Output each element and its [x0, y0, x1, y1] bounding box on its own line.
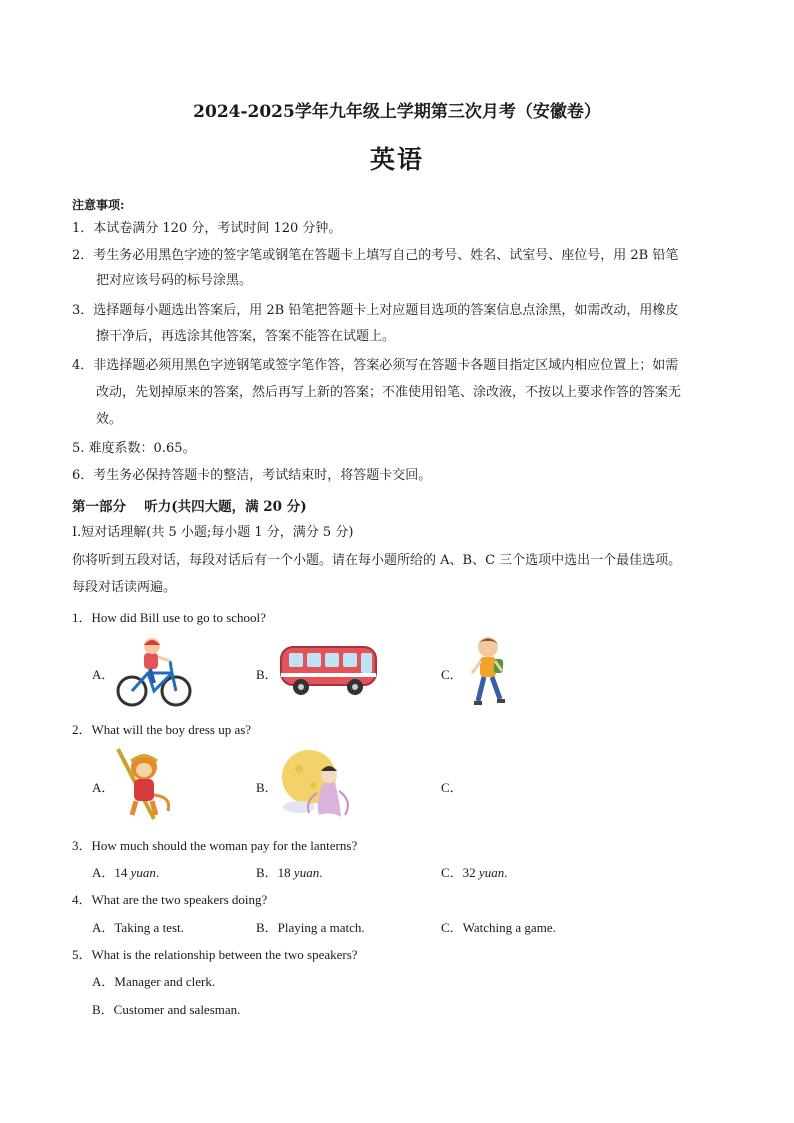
- q2-option-b-label: B．: [256, 780, 278, 795]
- notice-item-4-cont2: 效。: [96, 412, 123, 427]
- monkey-king-image: [114, 745, 176, 823]
- q2-option-a-label: A．: [92, 780, 115, 795]
- notice-item-3: 3．选择题每小题选出答案后，用 2B 铅笔把答题卡上对应题目选项的答案信息点涂黑，如需改动，用橡皮: [72, 303, 679, 318]
- notice-item-4: 4．非选择题必须用黑色字迹钢笔或签字笔作答，答案必须写在答题卡各题目指定区域内相应位置上；如需: [72, 358, 679, 373]
- q5-option-b: B．Customer and salesman.: [92, 1002, 241, 1017]
- q1-option-a-label: A．: [92, 667, 115, 682]
- notice-item-2: 2．考生务必用黑色字迹的签字笔或钢笔在答题卡上填写自己的考号、姓名、试室号、座位号，用 2B 铅笔: [72, 248, 679, 263]
- q4-stem: 4．What are the two speakers doing?: [72, 892, 268, 907]
- q2-option-c-label: C．: [441, 780, 463, 795]
- notice-item-4-cont1: 改动，先划掉原来的答案，然后再写上新的答案；不准使用铅笔、涂改液，不按以上要求作答的答案无: [96, 385, 682, 400]
- q4-option-b: B．Playing a match.: [256, 920, 365, 935]
- q3-stem: 3．How much should the woman pay for the lanterns?: [72, 838, 358, 853]
- q3-option-b: B．18 yuan.: [256, 865, 323, 880]
- bus-image: [279, 643, 379, 698]
- notice-heading: 注意事项:: [72, 198, 125, 212]
- q4-option-a: A．Taking a test.: [92, 920, 184, 935]
- q1-stem: 1．How did Bill use to go to school?: [72, 610, 266, 625]
- moon-lady-image: [279, 745, 359, 823]
- q3-option-a: A．14 yuan.: [92, 865, 160, 880]
- bicycle-rider-image: [114, 635, 192, 709]
- q1-option-c-label: C．: [441, 667, 463, 682]
- q5-stem: 5．What is the relationship between the two speakers?: [72, 947, 358, 962]
- notice-item-1: 1．本试卷满分 120 分，考试时间 120 分钟。: [72, 221, 342, 236]
- notice-item-3-cont: 擦干净后，再选涂其他答案，答案不能答在试题上。: [96, 329, 396, 344]
- instruction-line-1: 你将听到五段对话，每段对话后有一个小题。请在每小题所给的 A、B、C 三个选项中选出一个最佳选项。: [72, 553, 682, 568]
- notice-item-6: 6．考生务必保持答题卡的整洁，考试结束时，将答题卡交回。: [72, 468, 432, 483]
- instruction-line-2: 每段对话读两遍。: [72, 580, 177, 595]
- exam-title: 2024-2025学年九年级上学期第三次月考（安徽卷）: [193, 102, 601, 122]
- part1-heading: 第一部分 听力(共四大题，满 20 分): [72, 499, 307, 515]
- notice-item-2-cont: 把对应该号码的标号涂黑。: [96, 273, 253, 288]
- q5-option-a: A．Manager and clerk.: [92, 974, 216, 989]
- q2-stem: 2．What will the boy dress up as?: [72, 722, 252, 737]
- exam-subject: 英语: [369, 145, 424, 174]
- walking-boy-image: [466, 635, 510, 709]
- notice-item-5: 5. 难度系数：0.65。: [72, 441, 196, 456]
- q1-option-b-label: B．: [256, 667, 278, 682]
- q4-option-c: C．Watching a game.: [441, 920, 556, 935]
- section1-heading: Ⅰ.短对话理解(共 5 小题;每小题 1 分，满分 5 分): [72, 525, 354, 540]
- q3-option-c: C．32 yuan.: [441, 865, 508, 880]
